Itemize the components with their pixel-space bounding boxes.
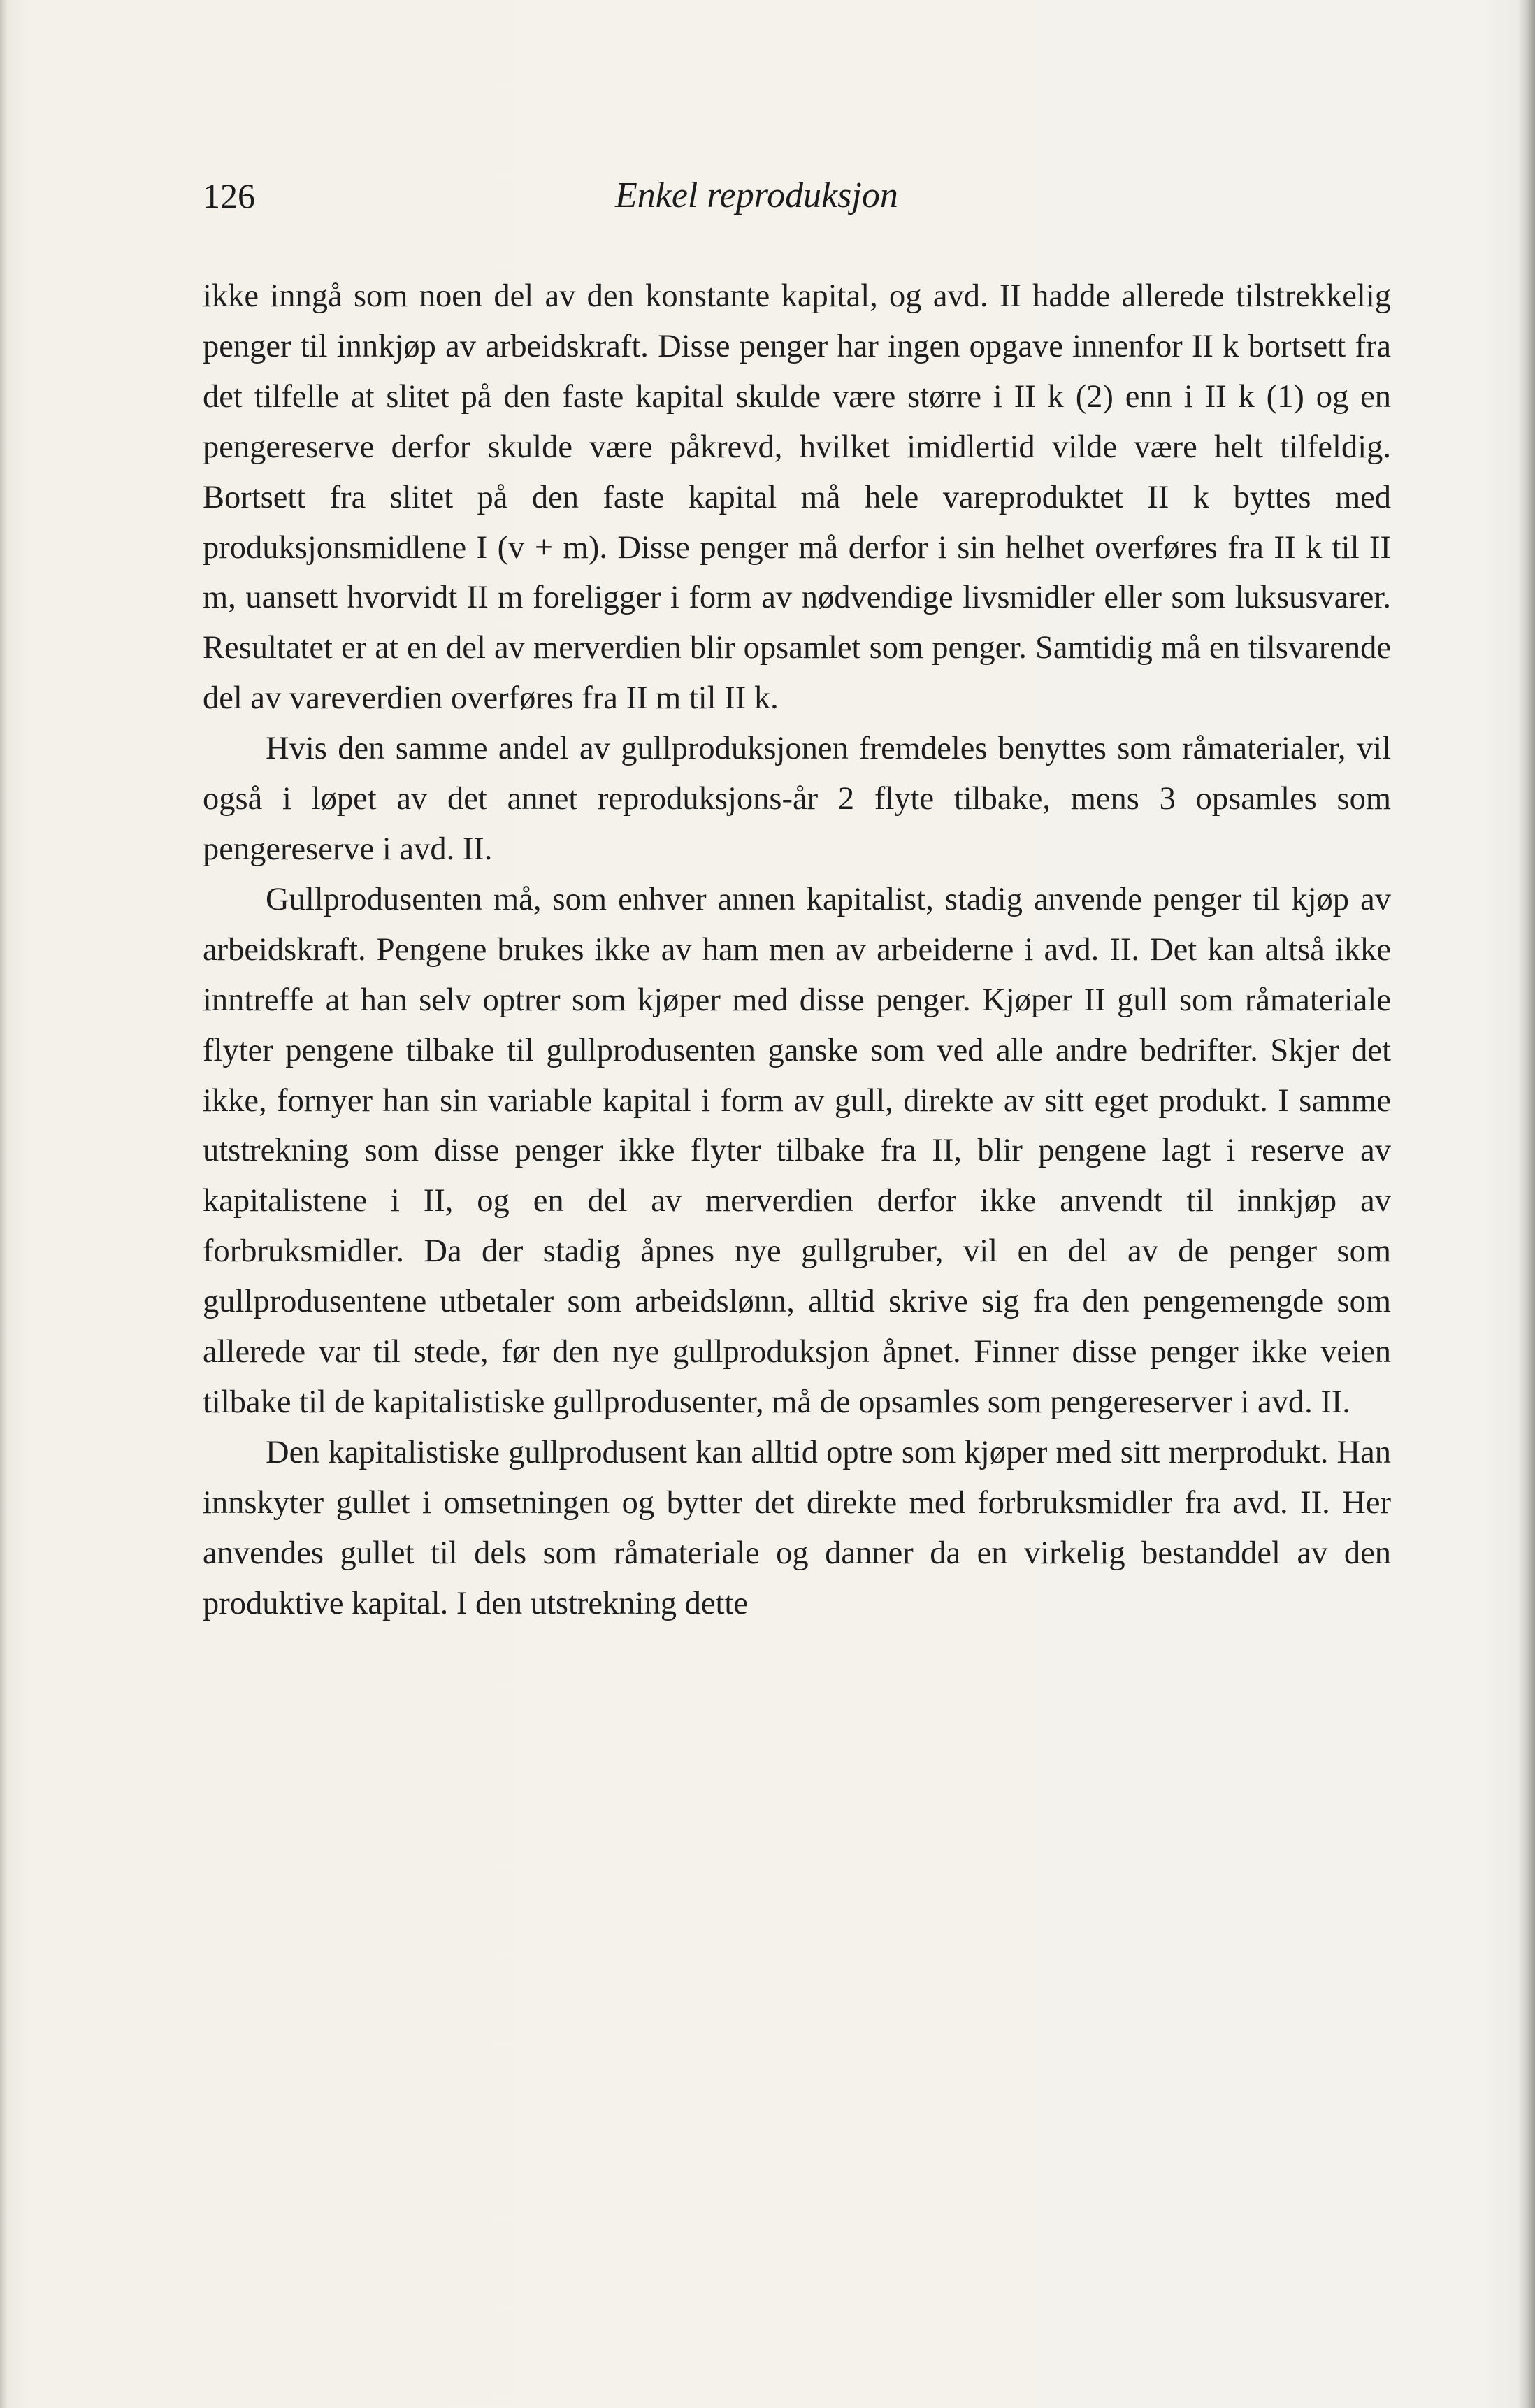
page-number: 126 <box>203 176 255 215</box>
page-right-edge <box>1517 0 1535 2408</box>
page-left-edge <box>0 0 7 2408</box>
page-header <box>203 173 1391 229</box>
body-text <box>203 271 1391 1628</box>
running-head: Enkel reproduksjon <box>615 175 898 215</box>
paragraph: ikke inngå som noen del av den konstante kapital, og avd. II hadde allerede tilstrekkelig penger til innkjøp av arbeidskraft. Disse penger har ingen opgave innenfor II k bortsett fra det tilfelle at slitet på den faste kapital skulde være større i II k (2) enn i II k (1) og en pengereserve derfor skulde være påkrevd, hvilket imidlertid vilde være helt tilfeldig. Bortsett fra slitet på den faste kapital må hele vareproduktet II k byttes med produksjonsmidlene I (v + m). Disse penger må derfor i sin helhet overføres fra II k til II m, uansett hvorvidt II m foreligger i form av nødvendige livsmidler eller som luksusvarer. Resultatet er at en del av merverdien blir opsamlet som penger. Samtidig må en tilsvarende del av vareverdien overføres fra II m til II k. <box>203 278 1391 717</box>
paragraph: Den kapitalistiske gullprodusent kan alltid optre som kjøper med sitt merprodukt. Han innskyter gullet i omsetningen og bytter det direkte med forbruksmidler fra avd. II. Her anvendes gullet til dels som råmateriale og danner da en virkelig bestanddel av den produktive kapital. I den utstrekning dette <box>203 1434 1391 1621</box>
paragraph: Hvis den samme andel av gullproduksjonen fremdeles benyttes som råmaterialer, vil også i løpet av det annet reproduksjons-år 2 flyte tilbake, mens 3 opsamles som pengereserve i avd. II. <box>203 731 1391 867</box>
paragraph: Gullprodusenten må, som enhver annen kapitalist, stadig anvende penger til kjøp av arbeidskraft. Pengene brukes ikke av ham men av arbeiderne i avd. II. Det kan altså ikke inntreffe at han selv optrer som kjøper med disse penger. Kjøper II gull som råmateriale flyter pengene tilbake til gullprodusenten ganske som ved alle andre bedrifter. Skjer det ikke, fornyer han sin variable kapital i form av gull, direkte av sitt eget produkt. I samme utstrekning som disse penger ikke flyter tilbake fra II, blir pengene lagt i reserve av kapitalistene i II, og en del av merverdien derfor ikke anvendt til innkjøp av forbruksmidler. Da der stadig åpnes nye gullgruber, vil en del av de penger som gullprodusentene utbetaler som arbeidslønn, alltid skrive sig fra den pengemengde som allerede var til stede, før den nye gullproduksjon åpnet. Finner disse penger ikke veien tilbake til de kapitalistiske gullprodusenter, må de opsamles som pengereserver i avd. II. <box>203 881 1391 1420</box>
